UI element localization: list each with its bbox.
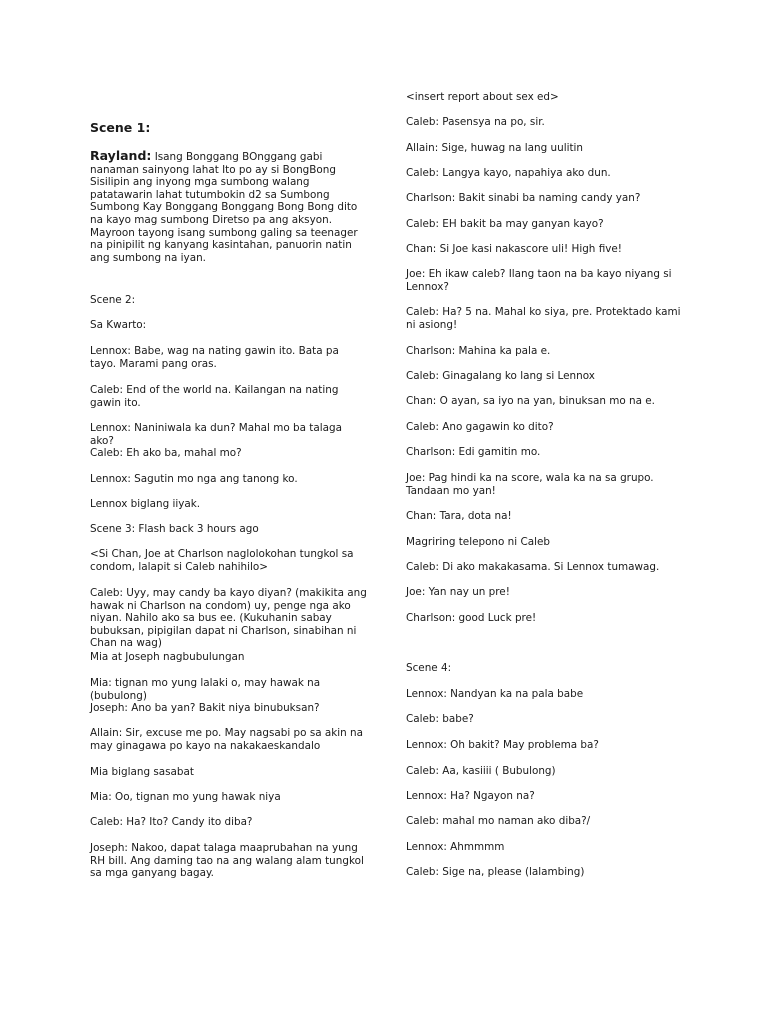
script-line: Joe: Yan nay un pre! — [406, 586, 510, 598]
script-line: Lennox: Ahmmmm — [406, 841, 505, 853]
rayland-speaker: Rayland: — [90, 148, 152, 163]
script-line: Caleb: EH bakit ba may ganyan kayo? — [406, 218, 604, 230]
script-line: Caleb: Ginagalang ko lang si Lennox — [406, 370, 595, 382]
script-line: Mia: tignan mo yung lalaki o, may hawak na (bubulong) — [90, 677, 321, 702]
script-line: Caleb: Eh ako ba, mahal mo? — [90, 447, 242, 459]
script-line: Joseph: Nakoo, dapat talaga maaprubahan na yung RH bill. Ang daming tao na ang walang alam tungkol sa mga ganyang bagay. — [90, 842, 364, 880]
script-line: Lennox biglang iiyak. — [90, 498, 201, 510]
rayland-paragraph — [90, 150, 368, 264]
script-line: Caleb: babe? — [406, 713, 474, 725]
script-line: Caleb: Uyy, may candy ba kayo diyan? (makikita ang hawak ni Charlson na condom) uy, penge nga ako niyan. Nahilo ako sa bus ee. (Kukuhanin sabay bubuksan, pipigilan dapat ni Charlson, sinabihan ni Chan na wag) — [90, 587, 367, 650]
script-line: <insert report about sex ed> — [406, 91, 559, 103]
script-line: <Si Chan, Joe at Charlson naglolokohan tungkol sa condom, lalapit si Caleb nahihilo> — [90, 548, 354, 573]
script-line: Chan: Tara, dota na! — [406, 510, 512, 522]
script-line: Lennox: Babe, wag na nating gawin ito. Bata pa tayo. Marami pang oras. — [90, 345, 339, 370]
script-line: Caleb: End of the world na. Kailangan na nating gawin ito. — [90, 384, 339, 409]
rayland-text: Isang Bonggang BOnggang gabi nanaman sainyong lahat Ito po ay si BongBong Sisilipin ang inyong mga sumbong walang patatawarin lahat tutumbokin d2 sa Sumbong Sumbong Kay Bonggang Bonggang Bong Bong dito na kayo mag sumbong Diretso pa ang aksyon. Mayroon tayong isang sumbong galing sa teenager na pinipilit ng kanyang kasintahan, panuorin natin ang sumbong na iyan. — [90, 151, 358, 264]
script-line: Chan: Si Joe kasi nakascore uli! High five! — [406, 243, 622, 255]
script-line: Magriring telepono ni Caleb — [406, 536, 550, 548]
script-line: Caleb: Di ako makakasama. Si Lennox tumawag. — [406, 561, 660, 573]
script-line: Mia: Oo, tignan mo yung hawak niya — [90, 791, 281, 803]
script-line: Allain: Sige, huwag na lang uulitin — [406, 142, 584, 154]
script-line: Joe: Pag hindi ka na score, wala ka na sa grupo. Tandaan mo yan! — [406, 472, 654, 497]
script-line: Caleb: Ha? Ito? Candy ito diba? — [90, 816, 253, 828]
script-line: Caleb: Aa, kasiiii ( Bubulong) — [406, 765, 556, 777]
script-line: Allain: Sir, excuse me po. May nagsabi po sa akin na may ginagawa po kayo na nakakaeskandalo — [90, 727, 364, 752]
script-line: Lennox: Sagutin mo nga ang tanong ko. — [90, 473, 298, 485]
script-line: Lennox: Oh bakit? May problema ba? — [406, 739, 599, 751]
script-line: Joseph: Ano ba yan? Bakit niya binubuksan? — [90, 702, 320, 714]
script-line: Caleb: Langya kayo, napahiya ako dun. — [406, 167, 611, 179]
script-line: Scene 3: Flash back 3 hours ago — [90, 523, 259, 535]
script-line: Charlson: Edi gamitin mo. — [406, 446, 541, 458]
script-line: Mia at Joseph nagbubulungan — [90, 651, 245, 663]
script-line: Lennox: Nandyan ka na pala babe — [406, 688, 584, 700]
script-line: Caleb: mahal mo naman ako diba?/ — [406, 815, 591, 827]
script-line: Caleb: Ano gagawin ko dito? — [406, 421, 554, 433]
script-line: Charlson: Mahina ka pala e. — [406, 345, 551, 357]
script-line: Chan: O ayan, sa iyo na yan, binuksan mo na e. — [406, 395, 655, 407]
script-line: Lennox: Ha? Ngayon na? — [406, 790, 535, 802]
script-line: Lennox: Naniniwala ka dun? Mahal mo ba talaga ako? — [90, 422, 342, 447]
script-line: Caleb: Pasensya na po, sir. — [406, 116, 545, 128]
script-line: Charlson: Bakit sinabi ba naming candy yan? — [406, 192, 641, 204]
script-line: Charlson: good Luck pre! — [406, 612, 537, 624]
scene-1-heading: Scene 1: — [90, 120, 151, 135]
script-line: Mia biglang sasabat — [90, 766, 194, 778]
script-line: Scene 4: — [406, 662, 452, 674]
script-line: Joe: Eh ikaw caleb? Ilang taon na ba kayo niyang si Lennox? — [406, 268, 672, 293]
script-line: Caleb: Ha? 5 na. Mahal ko siya, pre. Protektado kami ni asiong! — [406, 306, 681, 331]
script-line: Scene 2: — [90, 294, 136, 306]
script-line: Caleb: Sige na, please (lalambing) — [406, 866, 585, 878]
script-line: Sa Kwarto: — [90, 319, 147, 331]
